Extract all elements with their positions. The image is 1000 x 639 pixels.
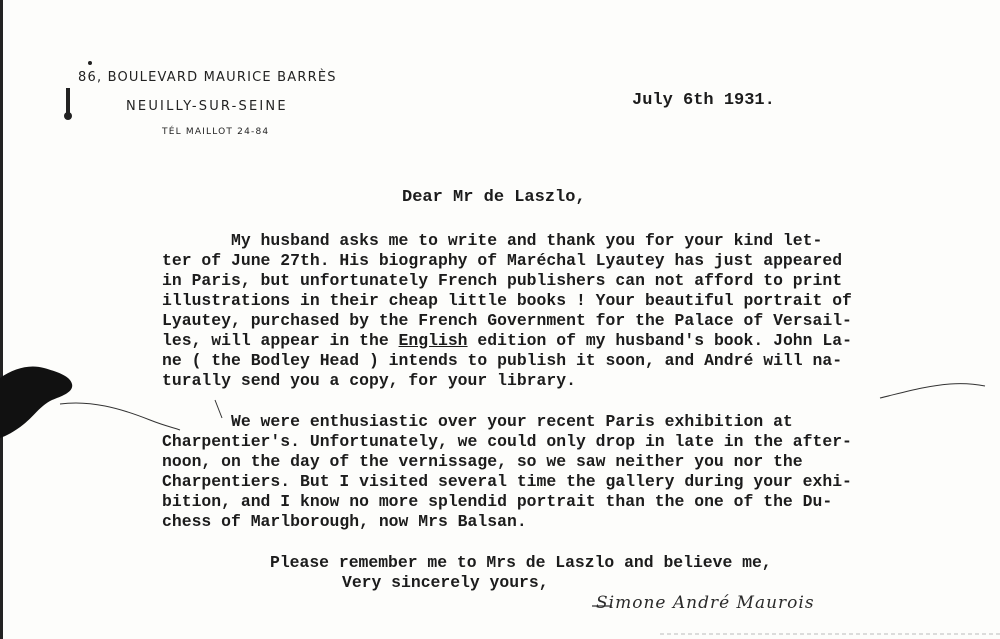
text-line: noon, on the day of the vernissage, so we saw neither you nor the [162,452,803,471]
text-line: bition, and I know no more splendid portrait than the one of the Du- [162,492,833,511]
paragraph-2 [162,412,852,532]
letterhead-address-line2: NEUILLY-SUR-SEINE [126,99,288,114]
closing-line-1: Please remember me to Mrs de Laszlo and believe me, [270,553,772,572]
ink-stroke-right [880,384,985,398]
letter-date: July 6th 1931. [632,91,775,110]
letterhead [78,70,337,137]
salutation: Dear Mr de Laszlo, [402,188,586,207]
underlined-word: English [398,331,468,350]
text-fragment: edition of my husband's book. John La- [467,331,852,350]
letterhead-mark-end [64,112,72,120]
letterhead-address-line1: 86, BOULEVARD MAURICE BARRÈS [78,70,337,85]
letterhead-dot [88,61,92,65]
text-line: Charpentier's. Unfortunately, we could only drop in late in the after- [162,432,852,451]
text-line: We were enthusiastic over your recent Paris exhibition at [162,412,793,431]
text-fragment: les, will appear in the [162,331,399,350]
closing-line-2: Very sincerely yours, [342,573,549,592]
text-line: ter of June 27th. His biography of Maréchal Lyautey has just appeared [162,251,843,270]
text-line: My husband asks me to write and thank you for your kind let- [162,231,823,250]
text-line: illustrations in their cheap little books ! Your beautiful portrait of [162,291,852,310]
text-line: turally send you a copy, for your library. [162,371,576,390]
text-line [162,331,852,351]
handwritten-signature: Simone André Maurois [596,593,815,613]
text-line: Lyautey, purchased by the French Government for the Palace of Versail- [162,311,852,330]
text-line: Charpentiers. But I visited several time the gallery during your exhi- [162,472,852,491]
text-line: in Paris, but unfortunately French publishers can not afford to print [162,271,843,290]
text-line: chess of Marlborough, now Mrs Balsan. [162,512,527,531]
letterhead-phone-line: TÉL MAILLOT 24-84 [162,127,270,137]
text-line: ne ( the Bodley Head ) intends to publish it soon, and André will na- [162,351,843,370]
ink-blot [0,366,72,438]
paragraph-1 [162,231,852,391]
